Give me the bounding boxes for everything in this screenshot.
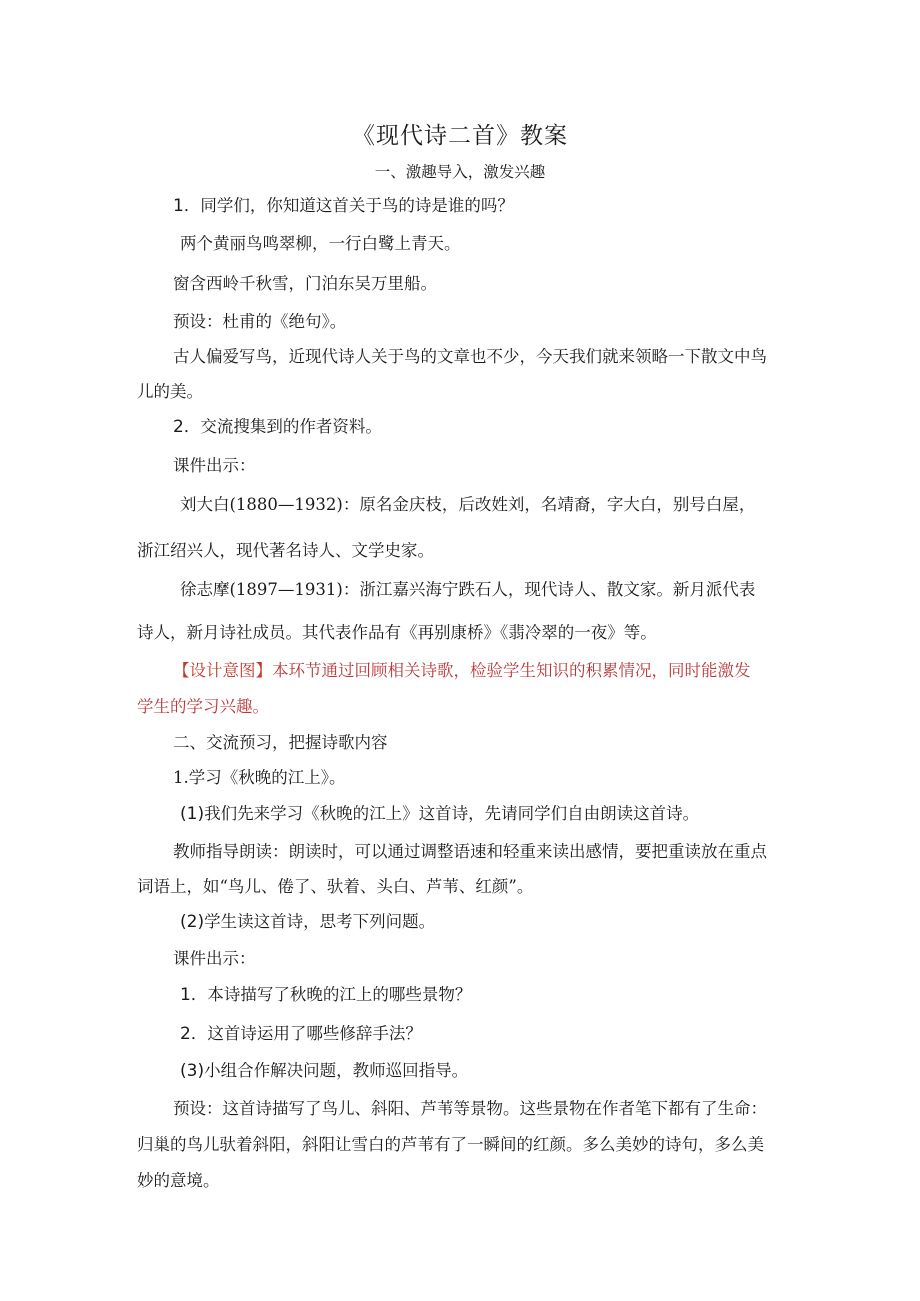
poem-line: 窗含西岭千秋雪，门泊东吴万里船。 <box>173 274 437 293</box>
list-number: (3) <box>180 1061 205 1081</box>
line-text: 学生读这首诗，思考下列问题。 <box>204 912 436 931</box>
page-title: 《现代诗二首》教案 <box>352 123 568 149</box>
question-line <box>180 984 471 1006</box>
paragraph-line: 古人偏爱写鸟，近现代诗人关于鸟的文章也不少，今天我们就来领略一下散文中鸟 <box>173 347 767 366</box>
paragraph-line: 词语上，如“鸟儿、倦了、驮着、头白、芦苇、红颜”。 <box>137 877 534 896</box>
line-text: ．这首诗运用了哪些修辞手法？ <box>190 1024 422 1043</box>
paragraph-line: 妙的意境。 <box>137 1171 220 1190</box>
paragraph-line: 1.学习《秋晚的江上》。 <box>173 768 346 787</box>
list-number: (2) <box>180 912 205 932</box>
line-text: ．本诗描写了秋晚的江上的哪些景物？ <box>190 985 472 1004</box>
paragraph-line <box>180 911 435 933</box>
list-number: 2 <box>180 1024 191 1044</box>
line-text: 本环节通过回顾相关诗歌，检验学生知识的积累情况，同时能激发 <box>272 661 751 680</box>
list-number: 1 <box>180 985 191 1005</box>
paragraph-line <box>180 803 699 825</box>
paragraph-line <box>173 195 514 217</box>
paragraph-line: 预设：杜甫的《绝句》。 <box>173 312 347 331</box>
line-text: ．交流搜集到的作者资料。 <box>183 417 382 436</box>
paragraph-line: 归巢的鸟儿驮着斜阳，斜阳让雪白的芦苇有了一瞬间的红颜。多么美妙的诗句，多么美 <box>137 1135 764 1154</box>
design-note-tag: 【设计意图】 <box>173 661 272 680</box>
paragraph-line: 浙江绍兴人，现代著名诗人、文学史家。 <box>137 541 434 560</box>
paragraph-line <box>180 1060 468 1082</box>
paragraph-line: 课件出示： <box>173 456 256 475</box>
line-text: 小组合作解决问题，教师巡回指导。 <box>204 1061 469 1080</box>
paragraph-line: 徐志摩(1897—1931)：浙江嘉兴海宁跌石人，现代诗人、散文家。新月派代表 <box>180 580 756 599</box>
paragraph-line: 预设：这首诗描写了鸟儿、斜阳、芦苇等景物。这些景物在作者笔下都有了生命： <box>173 1099 767 1118</box>
design-note-line <box>173 660 751 682</box>
paragraph-line <box>173 416 382 438</box>
section-heading-1: 一、激趣导入，激发兴趣 <box>374 163 546 181</box>
list-number: (1) <box>180 804 205 824</box>
section-heading-2: 二、交流预习，把握诗歌内容 <box>173 733 388 752</box>
line-text: ．同学们，你知道这首关于鸟的诗是谁的吗？ <box>183 196 514 215</box>
line-text: 我们先来学习《秋晚的江上》这首诗，先请同学们自由朗读这首诗。 <box>204 804 700 823</box>
design-note-line: 学生的学习兴趣。 <box>137 697 269 716</box>
list-number: 2 <box>173 417 184 437</box>
list-number: 1 <box>173 196 184 216</box>
paragraph-line: 教师指导朗读：朗读时，可以通过调整语速和轻重来读出感情，要把重读放在重点 <box>173 842 767 861</box>
paragraph-line: 儿的美。 <box>137 382 203 401</box>
poem-line: 两个黄丽鸟鸣翠柳，一行白鹭上青天。 <box>180 234 461 253</box>
paragraph-line: 诗人，新月诗社成员。其代表作品有《再别康桥》《翡冷翠的一夜》等。 <box>137 623 657 642</box>
paragraph-line: 刘大白(1880—1932)：原名金庆枝，后改姓刘，名靖裔，字大白，别号白屋， <box>180 495 756 514</box>
question-line <box>180 1023 422 1045</box>
paragraph-line: 课件出示： <box>173 949 256 968</box>
